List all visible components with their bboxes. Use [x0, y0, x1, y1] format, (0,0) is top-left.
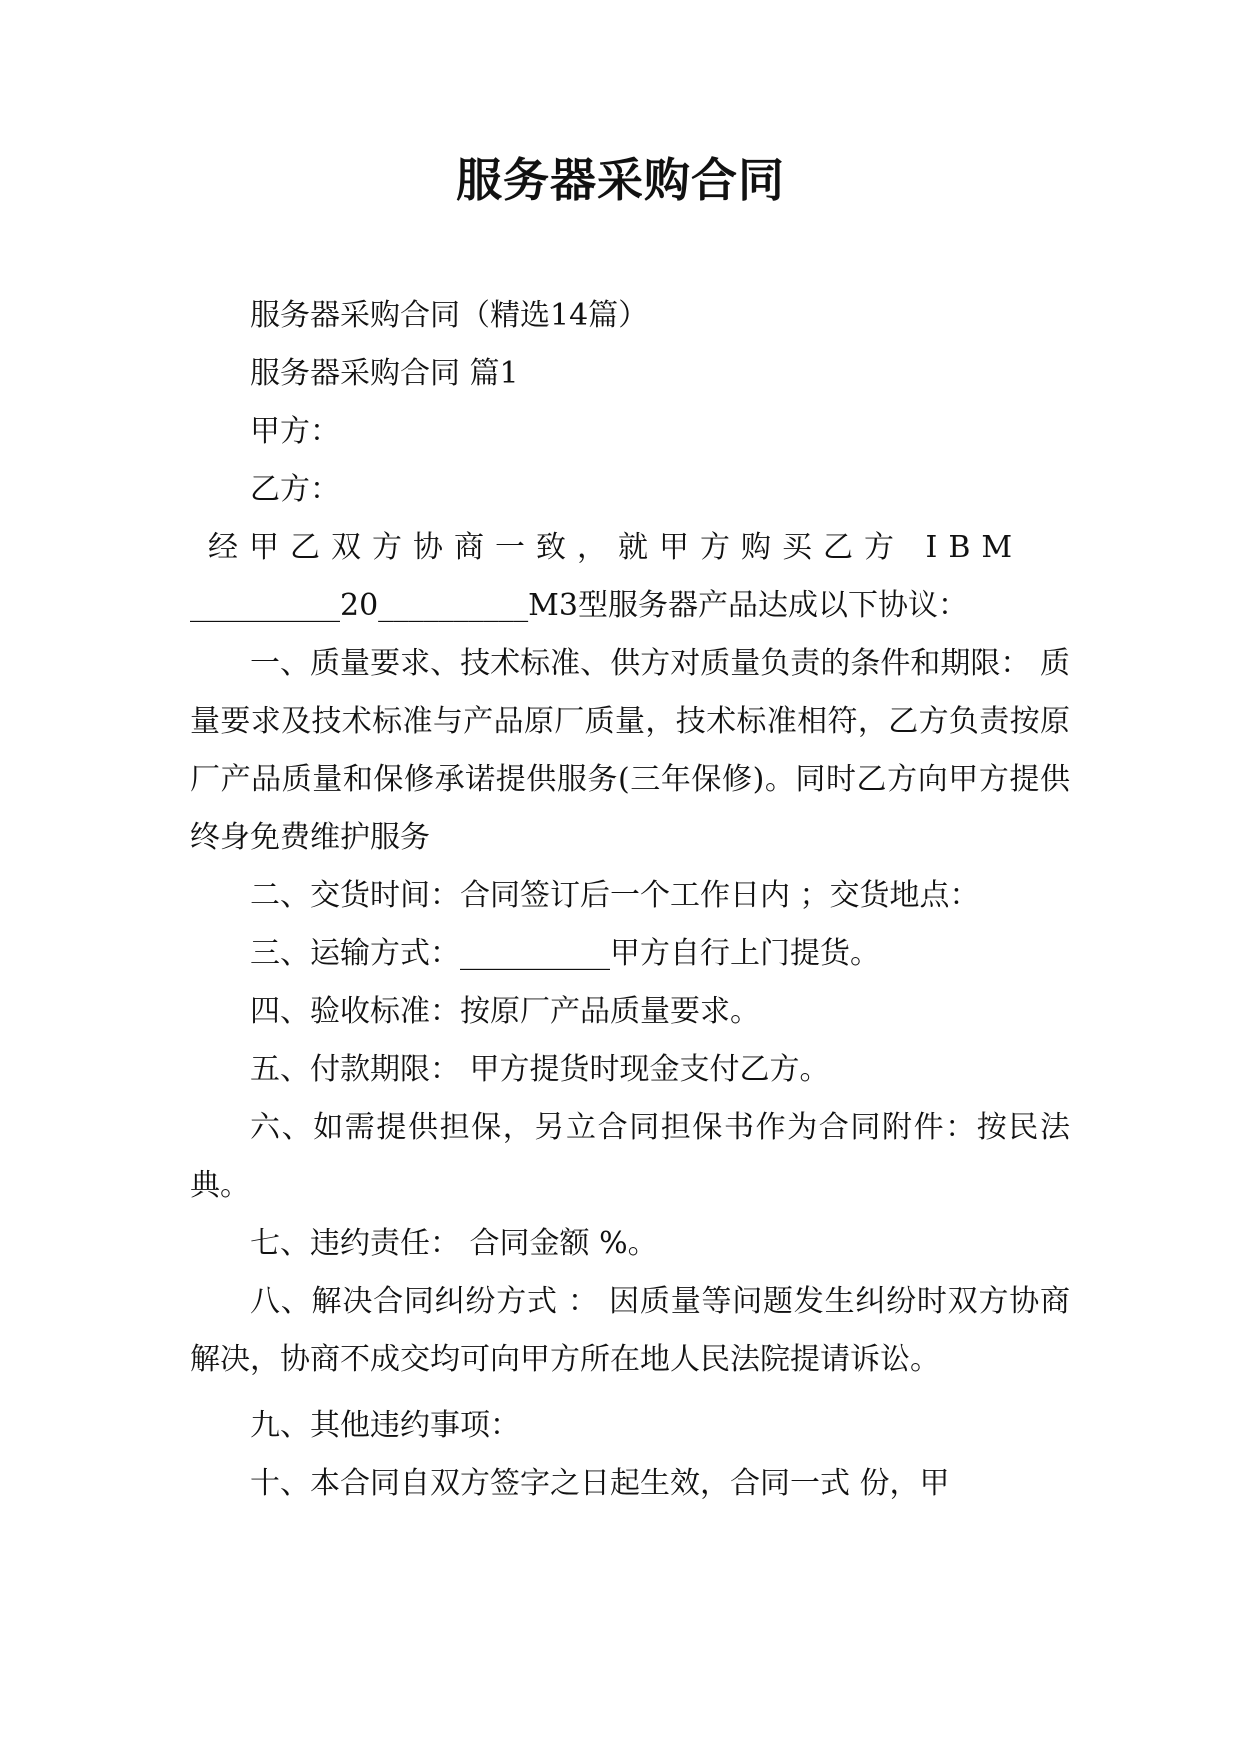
paragraph-party-b: 乙方：	[250, 472, 340, 507]
paragraph-clause-1: 一、质量要求、技术标准、供方对质量负责的条件和期限： 质量要求及技术标准与产品原厂质量，技术标准相符，乙方负责按原厂产品质量和保修承诺提供服务(三年保修)。同时乙方向甲方提供终身免费维护服务	[190, 646, 1070, 855]
paragraph-agreement-intro-line2: __________20__________M3型服务器产品达成以下协议：	[190, 588, 968, 623]
paragraph-clause-2: 二、交货时间：合同签订后一个工作日内 ；交货地点：	[250, 878, 980, 913]
paragraph-clause-7: 七、违约责任： 合同金额 %。	[250, 1226, 658, 1261]
paragraph-clause-8: 八、解决合同纠纷方式 ： 因质量等问题发生纠纷时双方协商解决，协商不成交均可向甲方所在地人民法院提请诉讼。	[190, 1284, 1070, 1377]
paragraph-clause-9: 九、其他违约事项：	[250, 1408, 520, 1443]
paragraph-clause-5: 五、付款期限： 甲方提货时现金支付乙方。	[250, 1052, 830, 1087]
document-body	[190, 287, 1070, 1513]
paragraph-subtitle: 服务器采购合同（精选14篇）	[250, 298, 649, 333]
document-title: 服务器采购合同	[456, 153, 785, 207]
paragraph-agreement-intro-line1: 经甲乙双方协商一致，就甲方购买乙方 IBM	[208, 530, 1024, 565]
paragraph-clause-10: 十、本合同自双方签字之日起生效，合同一式 份，甲	[250, 1466, 950, 1501]
paragraph-clause-6: 六、如需提供担保，另立合同担保书作为合同附件：按民法典。	[190, 1110, 1070, 1203]
paragraph-clause-4: 四、验收标准：按原厂产品质量要求。	[250, 994, 760, 1029]
paragraph-section-heading: 服务器采购合同 篇1	[250, 356, 519, 391]
paragraph-party-a: 甲方：	[250, 414, 340, 449]
paragraph-clause-3: 三、运输方式：__________甲方自行上门提货。	[250, 936, 880, 971]
